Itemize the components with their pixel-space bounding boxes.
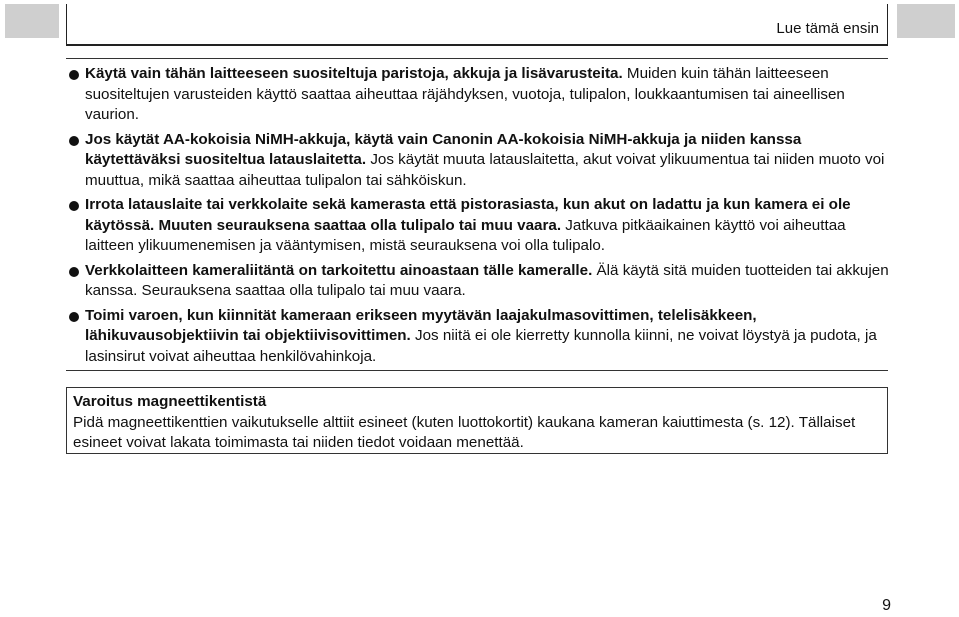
header-title: Lue tämä ensin bbox=[776, 20, 879, 37]
bullet-icon bbox=[69, 267, 79, 277]
list-item bbox=[66, 130, 896, 192]
item-bold-text: Verkkolaitteen kameraliitäntä on tarkoitettu ainoastaan tälle kameralle. bbox=[85, 261, 593, 279]
item-bold-text: Käytä vain tähän laitteeseen suositeltuja paristoja, akkuja ja lisävarusteita. bbox=[85, 65, 623, 82]
bullet-icon bbox=[69, 312, 79, 322]
item-text: Älä käytä sitä muiden tuotteiden tai akkujen kanssa. Seurauksena saattaa olla tulipalo tai muu vaara. bbox=[85, 261, 889, 299]
item-text: Jatkuva pitkäaikainen käyttö voi aiheuttaa laitteen ylikuumenemisen ja vääntymisen, mistä seurauksena voi olla tulipalo. bbox=[85, 216, 846, 254]
warning-title: Varoitus magneettikentistä bbox=[73, 393, 267, 410]
magnetic-warning-box bbox=[66, 387, 888, 454]
corner-tab-left bbox=[5, 4, 59, 38]
bullet-icon bbox=[69, 136, 79, 146]
list-item bbox=[66, 64, 896, 126]
page-number: 9 bbox=[882, 597, 891, 614]
list-item bbox=[66, 306, 896, 368]
item-text: Muiden kuin tähän laitteeseen suositeltujen varusteiden käyttö saattaa aiheuttaa räjähdyksen, vuotoja, tulipalon, loukkaantumisen tai aineellisen vaurion. bbox=[85, 65, 845, 123]
section-rule bbox=[66, 370, 888, 371]
item-bold-text: Irrota latauslaite tai verkkolaite sekä kamerasta että pistorasiasta, kun akut on ladattu ja kun kamera ei ole käytössä. Muuten seurauksena saattaa olla tulipalo tai muu vaara. bbox=[85, 196, 851, 234]
list-item bbox=[66, 261, 896, 302]
item-text: Jos käytät muuta latauslaitetta, akut voivat ylikuumentua tai niiden muoto voi muuttua, mikä saattaa aiheuttaa tulipalon tai sähköiskun. bbox=[85, 151, 885, 189]
warning-text: Pidä magneettikenttien vaikutukselle alttiit esineet (kuten luottokortit) kaukana kameran kaiuttimesta (s. 12). Tällaiset esineet voivat lakata toimimasta tai niiden tiedot voidaan menettää. bbox=[73, 413, 856, 451]
item-text: Jos niitä ei ole kierretty kunnolla kiinni, ne voivat löystyä ja pudota, ja lasinsirut voivat aiheuttaa henkilövahinkoja. bbox=[85, 327, 877, 365]
list-item bbox=[66, 195, 896, 257]
safety-list bbox=[66, 64, 896, 371]
bullet-icon bbox=[69, 201, 79, 211]
bullet-icon bbox=[69, 70, 79, 80]
corner-tab-right bbox=[897, 4, 955, 38]
item-bold-text: Jos käytät AA-kokoisia NiMH-akkuja, käytä vain Canonin AA-kokoisia NiMH-akkuja ja niiden kanssa käytettäväksi suositeltua latauslaitetta. bbox=[85, 130, 802, 168]
item-bold-text: Toimi varoen, kun kiinnität kameraan erikseen myytävän laajakulmasovittimen, telelisäkkeen, lähikuvausobjektiivin tai objektiivisovittimen. bbox=[85, 306, 757, 344]
top-rule bbox=[66, 58, 888, 59]
page-header bbox=[66, 4, 888, 46]
